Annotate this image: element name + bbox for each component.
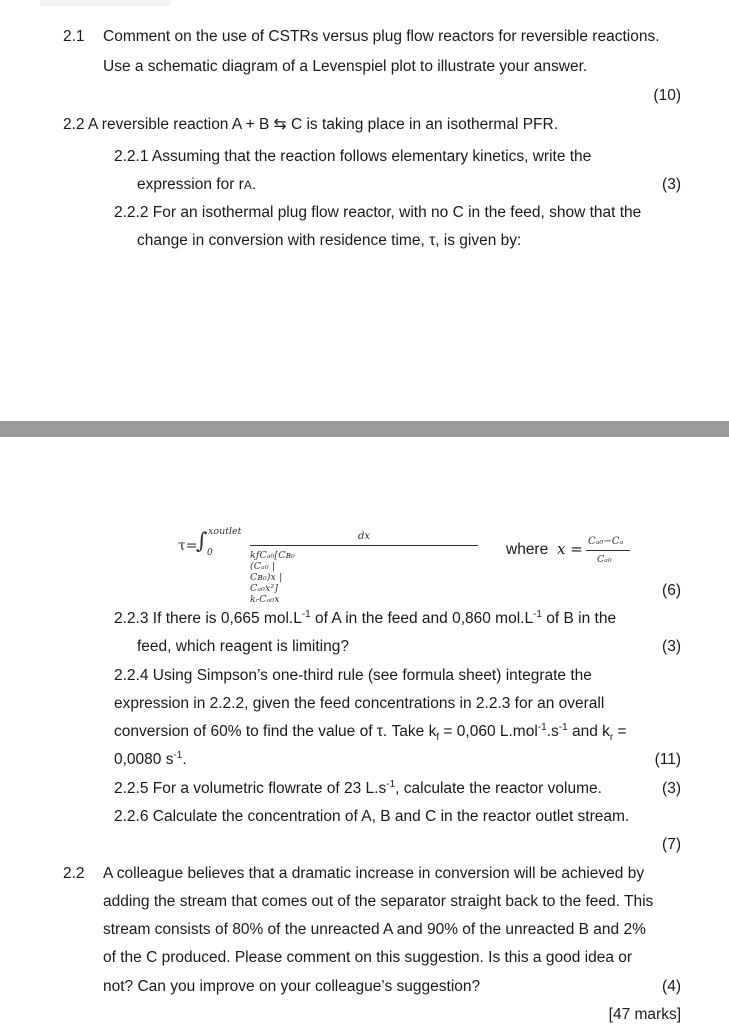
formula-denominator: kƒCₐ₀[Cʙ₀ (Cₐ₀ | Cʙ₀)x | Cₐ₀x²] kᵣCₐ₀x (250, 550, 295, 605)
question-2-2-2-line-2: change in conversion with residence time, τ, is given by: (137, 232, 522, 249)
question-2-3-line-1: A colleague believes that a dramatic increase in conversion will be achieved by (103, 865, 645, 882)
total-marks: [47 marks] (608, 1006, 681, 1023)
question-2-2-2-marks: (6) (662, 582, 681, 599)
question-2-3-line-5: not? Can you improve on your colleague’s suggestion? (103, 978, 481, 995)
formula-fraction-bar (250, 545, 478, 546)
question-2-2-1-line-1: 2.2.1 Assuming that the reaction follows elementary kinetics, write the (114, 148, 592, 165)
question-2-1-line-2: Use a schematic diagram of a Levenspiel plot to illustrate your answer. (103, 58, 588, 75)
tau-equals: τ= (178, 538, 198, 554)
question-2-1-marks: (10) (653, 87, 681, 104)
integral-lower-limit: 0 (207, 548, 213, 558)
question-2-3-line-3: stream consists of 80% of the unreacted A and 90% of the unreacted B and 2% (103, 921, 646, 938)
question-2-3-line-4: of the C produced. Please comment on this suggestion. Is this a good idea or (103, 949, 633, 966)
question-2-2-2-line-1: 2.2.2 For an isothermal plug flow reactor, with no C in the feed, show that the (114, 204, 642, 221)
integral-upper-limit: xoutlet (208, 526, 242, 537)
question-2-1-line-1: Comment on the use of CSTRs versus plug flow reactors for reversible reactions. (103, 28, 660, 45)
question-2-2-4-line-3: conversion of 60% to find the value of τ. Take $k_f = 0,060$ $L.mol^{-1}.s^{-1}$ and $k_r$ = (114, 721, 627, 744)
question-2-1-number: 2.1 (63, 28, 85, 45)
question-2-2-4-marks: (11) (654, 751, 681, 768)
conversion-fraction-bar (586, 550, 630, 551)
conversion-denominator: Cₐ₀ (597, 554, 612, 565)
conversion-x-equals: x = (557, 540, 583, 558)
question-2-3-line-2: adding the stream that comes out of the separator straight back to the feed. This (103, 893, 654, 910)
question-2-2-6-marks: (7) (662, 836, 681, 853)
question-2-2-intro: 2.2 A reversible reaction A + B ⇆ C is taking place in an isothermal PFR. (63, 116, 559, 133)
question-2-2-4-line-4: 0,0080 $s^{-1}$. (114, 749, 187, 768)
top-edge-strip (40, 0, 170, 6)
question-2-2-1-marks: (3) (662, 176, 681, 193)
integral-sign: ∫ (196, 529, 208, 554)
conversion-numerator: Cₐ₀−Cₐ (588, 536, 624, 547)
question-2-2-3-line-2: feed, which reagent is limiting? (137, 638, 349, 655)
scan-gap-band (0, 421, 729, 437)
where-label: where (506, 541, 549, 558)
question-2-2-1-line-2: expression for rA. (137, 176, 257, 193)
question-2-2-4-line-2: expression in 2.2.2, given the feed concentrations in 2.2.3 for an overall (114, 695, 605, 712)
question-2-2-3-marks: (3) (662, 638, 681, 655)
question-2-2-4-line-1: 2.2.4 Using Simpson’s one-third rule (see formula sheet) integrate the (114, 667, 592, 684)
question-2-2-5-marks: (3) (662, 780, 681, 797)
formula-numerator: dx (358, 531, 371, 542)
question-2-3-marks: (4) (662, 978, 681, 995)
question-2-2-6: 2.2.6 Calculate the concentration of A, B and C in the reactor outlet stream. (114, 808, 630, 825)
question-2-2-5: 2.2.5 For a volumetric flowrate of 23 $L.s^{-1}$, calculate the reactor volume. (114, 778, 602, 797)
question-2-3-number: 2.2 (63, 865, 85, 882)
question-2-2-3-line-1: 2.2.3 If there is 0,665 $mol.L^{-1}$ of A in the feed and 0,860 $mol.L^{-1}$ of B in the (114, 608, 617, 627)
